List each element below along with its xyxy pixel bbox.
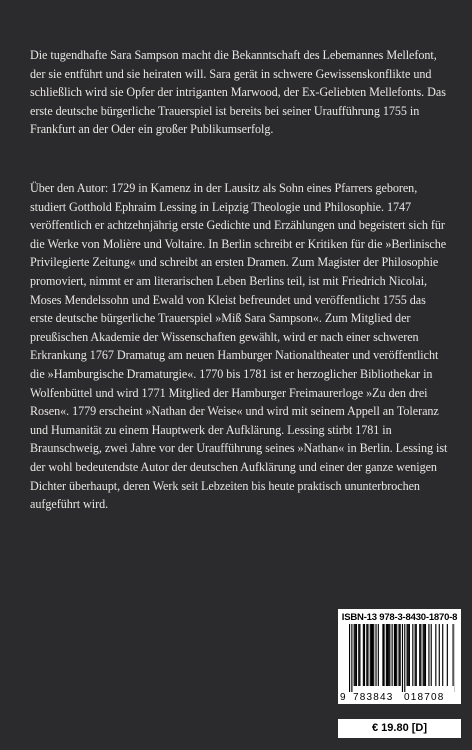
- barcode-bar: [355, 624, 356, 686]
- barcode-bar: [362, 624, 363, 686]
- barcode-bar: [389, 624, 390, 686]
- barcode-bar: [442, 624, 443, 686]
- barcode-bar: [423, 624, 424, 686]
- price-label: € 19.80 [D]: [338, 719, 461, 738]
- barcode-bar: [359, 624, 360, 686]
- book-description: Die tugendhafte Sara Sampson macht die Bekanntschaft des Lebemannes Mellefont, der sie entführt und sie heiraten will. Sara gerät in schwere Gewissenskonflikte und schließlich wird sie Opfer der intriganten Marwood, der Ex-Geliebten Mellefonts. Das erste deutsche bürgerliche Trauerspiel ist bereits bei seiner Uraufführung 1755 in Frankfurt an der Oder ein großer Publikumserfolg.: [30, 48, 446, 137]
- barcode-bar: [401, 624, 402, 692]
- barcode-bar: [353, 624, 354, 686]
- barcode-bar: [385, 624, 386, 686]
- barcode-bar: [406, 624, 407, 686]
- isbn-label: ISBN-13 978-3-8430-1870-8: [341, 612, 458, 623]
- barcode-bar: [370, 624, 371, 686]
- barcode-bar: [415, 624, 416, 686]
- barcode-bar: [367, 624, 368, 686]
- barcode-bar: [393, 624, 394, 686]
- barcode-bar: [373, 624, 374, 686]
- barcode-bar: [399, 624, 400, 686]
- author-biography: Über den Autor: 1729 in Kamenz in der Lausitz als Sohn eines Pfarrers geboren, studiert Gotthold Ephraim Lessing in Leipzig Theologie und Philosophie. 1747 veröffentlich er achtzehnjährig erste Gedichte und Erzählungen und begeistert sich für die Werke von Molière und Voltaire. In Berlin schreibt er Kritiken für die »Berlinische Privilegierte Zeitung« und schreibt an ersten Dramen. Zum Magister der Philosophie promoviert, nimmt er am literarischen Leben Berlins teil, ist mit Friedrich Nicolai, Moses Mendelssohn und Ewald von Kleist befreundet und veröffentlicht 1755 das erste deutsche bürgerliche Trauerspiel »Miß Sara Sampson«. Zum Mitglied der preußischen Akademie der Wissenschaften gewählt, wird er nach einer schweren Erkrankung 1767 Dramatug am neuen Hamburger Nationaltheater und veröffentlicht die »Hamburgische Dramaturgie«. 1770 bis 1781 ist er herzoglicher Bibliothekar in Wolfenbüttel und wird 1771 Mitglied der Hamburger Freimaurerloge »Zu den drei Rosen«. 1779 erscheint »Nathan der Weise« und wird mit seinem Appell an Toleranz und Humanität zu einem Hauptwerk der Aufklärung. Lessing stirbt 1781 in Braunschweig, zwei Jahre vor der Uraufführung seines »Nathan« in Berlin. Lessing ist der wohl bedeutendste Autor der deutschen Aufklärung und einer der ganze wenigen Dichter überhaupt, deren Werk seit Lebzeiten bis heute praktisch ununterbrochen aufgeführt wird.: [30, 181, 448, 512]
- barcode-bar: [382, 624, 383, 686]
- barcode-bar: [391, 624, 392, 686]
- barcode-bar: [452, 624, 453, 686]
- barcode-bar: [398, 624, 399, 686]
- barcode-digits-left: 783843: [353, 692, 394, 703]
- barcode-bar: [446, 624, 447, 686]
- barcode-bar: [435, 624, 436, 686]
- barcode-bar: [404, 624, 405, 692]
- barcode-bar: [369, 624, 370, 686]
- barcode-digit-first: 9: [340, 692, 346, 703]
- barcode-icon: [345, 624, 455, 692]
- barcode-digits-right: 018708: [404, 692, 445, 703]
- barcode-bar: [366, 624, 367, 686]
- barcode-bar: [438, 624, 439, 686]
- barcode-bar: [349, 624, 350, 692]
- barcode-bar: [377, 624, 378, 686]
- barcode-bar: [414, 624, 415, 686]
- barcode-bar: [428, 624, 429, 686]
- barcode-bar: [358, 624, 359, 686]
- barcode-bar: [419, 624, 420, 686]
- barcode-bar: [383, 624, 384, 686]
- barcode-bar: [430, 624, 431, 686]
- barcode-bar: [375, 624, 376, 686]
- barcode-bar: [388, 624, 389, 686]
- barcode-bar: [386, 624, 387, 686]
- barcode-bar: [372, 624, 373, 686]
- barcode-bar: [396, 624, 397, 686]
- barcode-bar: [422, 624, 423, 686]
- barcode-bar: [424, 624, 425, 686]
- barcode-bar: [408, 624, 409, 686]
- barcode-bar: [354, 624, 355, 686]
- barcode-bar: [412, 624, 413, 686]
- barcode-bar: [351, 624, 352, 692]
- barcode-bar: [363, 624, 364, 686]
- barcode-bar: [407, 624, 408, 686]
- barcode-digits: [338, 692, 461, 704]
- barcode-bar: [395, 624, 396, 686]
- isbn-barcode-block: [338, 609, 461, 704]
- barcode-bar: [420, 624, 421, 686]
